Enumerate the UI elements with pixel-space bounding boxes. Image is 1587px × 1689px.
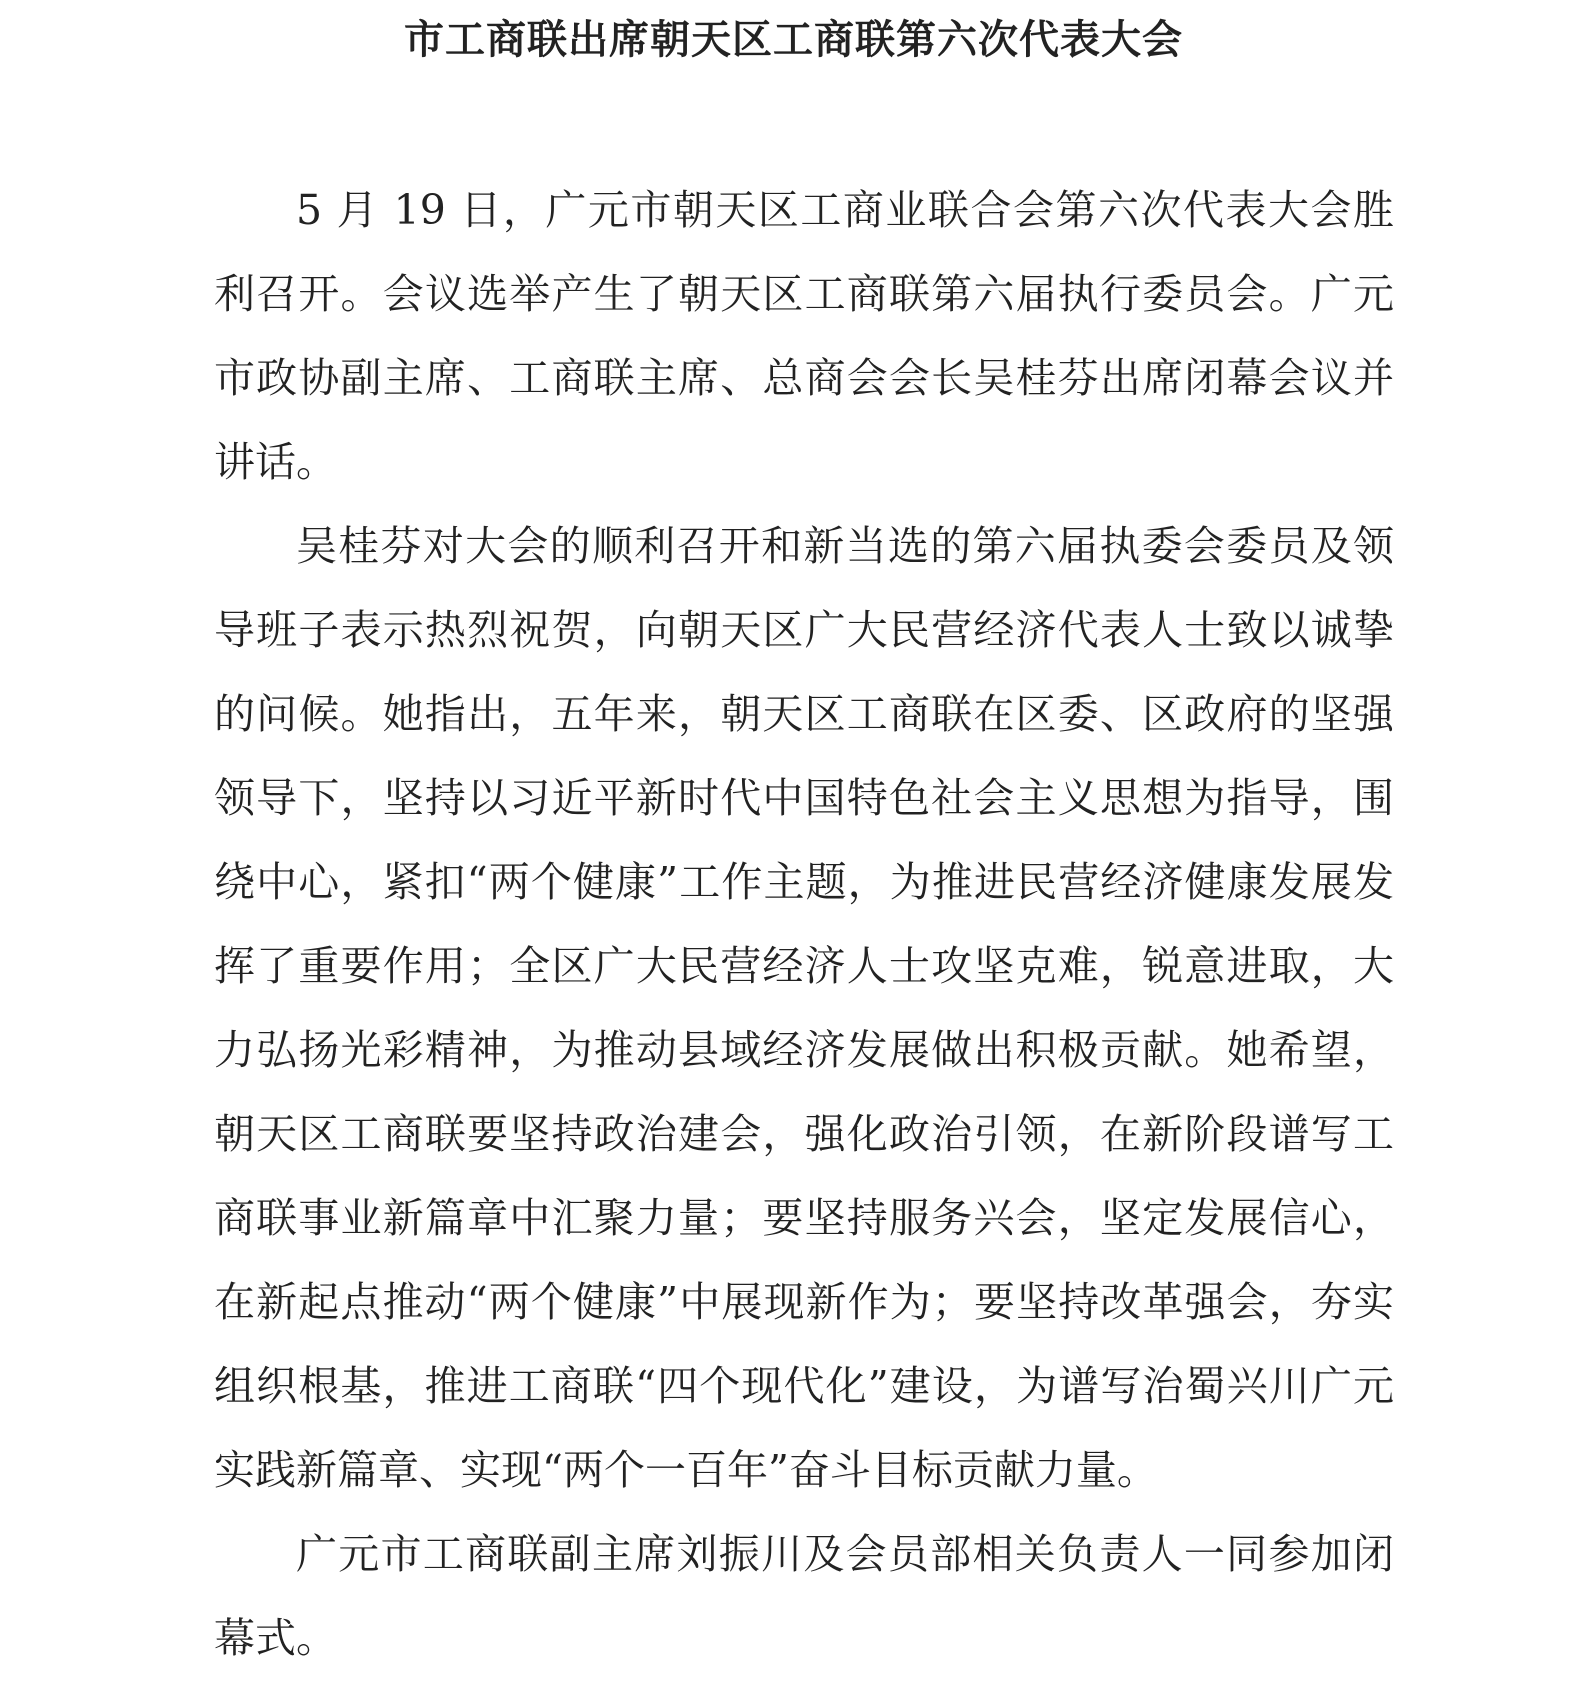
paragraph-opening: 5 月 19 日，广元市朝天区工商业联合会第六次代表大会胜利召开。会议选举产生了朝天区工商联第六届执行委员会。广元市政协副主席、工商联主席、总商会会长吴桂芬出席闭幕会议并讲话。 <box>214 186 1394 486</box>
document-body <box>214 168 1394 1680</box>
paragraph-attendees: 广元市工商联副主席刘振川及会员部相关负责人一同参加闭幕式。 <box>214 1530 1394 1662</box>
paragraph-speech: 吴桂芬对大会的顺利召开和新当选的第六届执委会委员及领导班子表示热烈祝贺，向朝天区广大民营经济代表人士致以诚挚的问候。她指出，五年来，朝天区工商联在区委、区政府的坚强领导下，坚持以习近平新时代中国特色社会主义思想为指导，围绕中心，紧扣“两个健康”工作主题，为推进民营经济健康发展发挥了重要作用；全区广大民营经济人士攻坚克难，锐意进取，大力弘扬光彩精神，为推动县域经济发展做出积极贡献。她希望，朝天区工商联要坚持政治建会，强化政治引领，在新阶段谱写工商联事业新篇章中汇聚力量；要坚持服务兴会，坚定发展信心，在新起点推动“两个健康”中展现新作为；要坚持改革强会，夯实组织根基，推进工商联“四个现代化”建设，为谱写治蜀兴川广元实践新篇章、实现“两个一百年”奋斗目标贡献力量。 <box>214 522 1394 1494</box>
document-title: 市工商联出席朝天区工商联第六次代表大会 <box>404 16 1183 63</box>
